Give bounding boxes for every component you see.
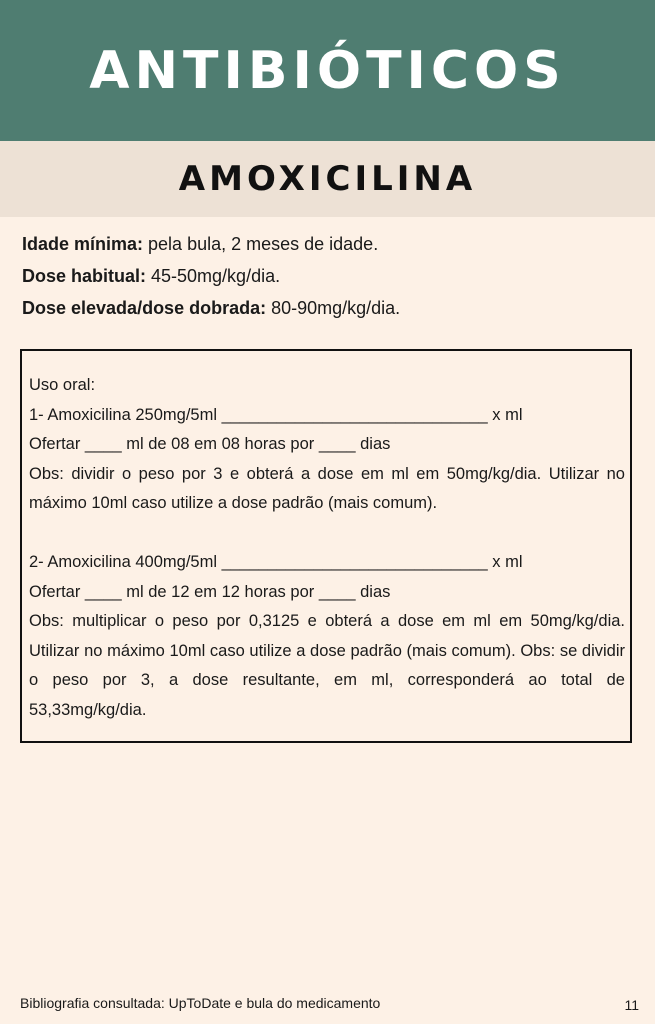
dosage-info: [22, 228, 632, 324]
page-number: 11: [624, 997, 639, 1013]
item2-line: 2- Amoxicilina 400mg/5ml _____________________________ x ml: [29, 553, 523, 571]
item2-posology: Ofertar ____ ml de 12 em 12 horas por ____ dias: [29, 582, 391, 601]
usual-dose-value: 45-50mg/kg/dia.: [146, 266, 281, 286]
drug-title: AMOXICILINA: [178, 159, 477, 199]
bibliography-note: Bibliografia consultada: UpToDate e bula do medicamento: [20, 995, 381, 1011]
min-age-value: pela bula, 2 meses de idade.: [143, 234, 379, 254]
item1-note: Obs: dividir o peso por 3 e obterá a dose em ml em 50mg/kg/dia. Utilizar no máximo 10ml caso utilize a dose padrão (mais comum).: [29, 464, 625, 512]
drug-banner: [0, 141, 655, 217]
item1-posology: Ofertar ____ ml de 08 em 08 horas por ____ dias: [29, 435, 391, 453]
high-dose-line: [22, 292, 632, 324]
prescription-content: [29, 371, 625, 725]
min-age-line: [22, 228, 632, 260]
route-label: Uso oral:: [29, 376, 96, 394]
spacer: [29, 519, 625, 549]
item2-note: Obs: multiplicar o peso por 0,3125 e obterá a dose em ml em 50mg/kg/dia. Utilizar no máximo 10ml caso utilize a dose padrão (mais comum). Obs: se dividir o peso por 3, a dose resultante, em ml, corresponderá ao total de 53,33mg/kg/dia.: [29, 612, 625, 719]
high-dose-label: Dose elevada/dose dobrada:: [22, 298, 267, 318]
min-age-label: Idade mínima:: [22, 234, 144, 254]
category-title: ANTIBIÓTICOS: [89, 40, 566, 101]
item1-line: 1- Amoxicilina 250mg/5ml _____________________________ x ml: [29, 405, 523, 424]
high-dose-value: 80-90mg/kg/dia.: [266, 298, 401, 318]
usual-dose-label: Dose habitual:: [22, 266, 147, 286]
prescription-box: [20, 349, 632, 743]
usual-dose-line: [22, 260, 632, 292]
category-banner: [0, 0, 655, 141]
